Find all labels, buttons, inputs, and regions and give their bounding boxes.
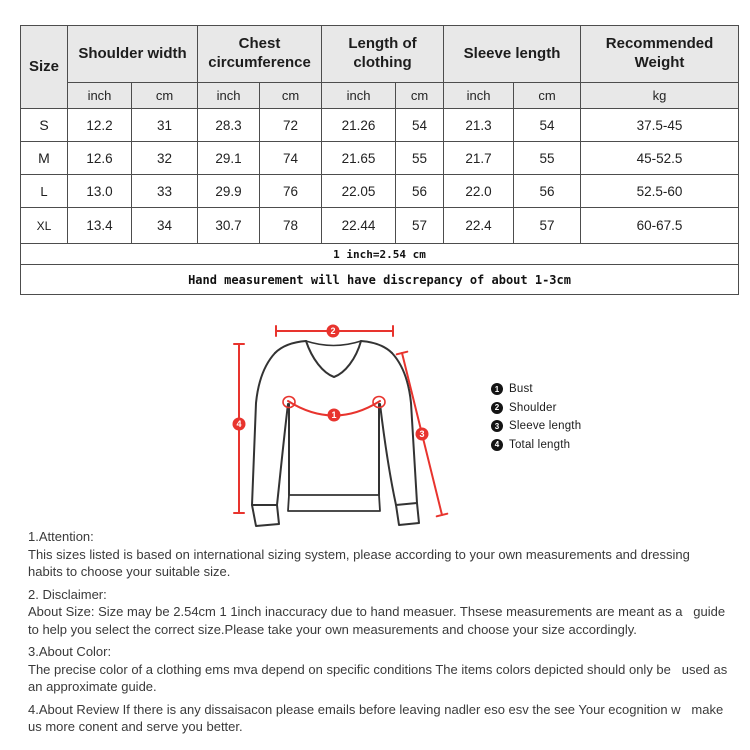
- cell-value: 56: [396, 175, 444, 208]
- marker-shoulder: 2: [330, 326, 336, 337]
- legend-bullet-1: 1: [491, 383, 503, 395]
- size-label: XL: [21, 208, 68, 244]
- size-label: L: [21, 175, 68, 208]
- marker-sleeve: 3: [419, 429, 425, 440]
- legend-item-sleeve-length: [491, 417, 611, 436]
- legend-label: Bust: [509, 383, 533, 396]
- notes-section: [28, 528, 730, 741]
- cell-value: 29.1: [198, 142, 260, 175]
- unit-sleeve-inch: inch: [444, 83, 514, 109]
- cell-value: 76: [260, 175, 322, 208]
- header-length-of-clothing: Length of clothing: [322, 26, 444, 83]
- measurement-legend: [491, 380, 611, 454]
- cell-value: 45-52.5: [581, 142, 739, 175]
- table-unit-row: [21, 83, 739, 109]
- cell-value: 12.2: [68, 109, 132, 142]
- cell-value: 29.9: [198, 175, 260, 208]
- cell-value: 33: [132, 175, 198, 208]
- unit-chest-cm: cm: [260, 83, 322, 109]
- legend-bullet-3: 3: [491, 420, 503, 432]
- legend-item-bust: [491, 380, 611, 399]
- cell-value: 21.3: [444, 109, 514, 142]
- cell-value: 60-67.5: [581, 208, 739, 244]
- marker-total-length: 4: [236, 419, 242, 430]
- size-table: [20, 25, 739, 295]
- legend-bullet-4: 4: [491, 439, 503, 451]
- cell-value: 22.05: [322, 175, 396, 208]
- cell-value: 21.7: [444, 142, 514, 175]
- note-about-review: [28, 701, 730, 736]
- size-label: S: [21, 109, 68, 142]
- cell-value: 22.4: [444, 208, 514, 244]
- note-title: 1.Attention:: [28, 529, 94, 544]
- cell-value: 78: [260, 208, 322, 244]
- cell-value: 52.5-60: [581, 175, 739, 208]
- note-title: 2. Disclaimer:: [28, 586, 107, 602]
- note-body: 4.About Review If there is any dissaisacon please emails before leaving nadler eso esv the see Your ecognition w make us more conent and serve you better.: [28, 701, 727, 734]
- table-row-s: [21, 109, 739, 142]
- cell-value: 12.6: [68, 142, 132, 175]
- cell-value: 32: [132, 142, 198, 175]
- cell-value: 54: [514, 109, 581, 142]
- unit-sleeve-cm: cm: [514, 83, 581, 109]
- legend-item-total-length: [491, 436, 611, 455]
- note-body: This sizes listed is based on international sizing system, please according to your own measurements and dressing habits to choose your suitable size.: [28, 546, 701, 579]
- cell-value: 55: [514, 142, 581, 175]
- cell-value: 72: [260, 109, 322, 142]
- note-disclaimer: [28, 586, 730, 639]
- note-attention: [28, 528, 730, 581]
- table-header-row: [21, 26, 739, 83]
- note-body: The precise color of a clothing ems mva depend on specific conditions The items colors depicted should only be used as an approximate guide.: [28, 661, 731, 694]
- table-row-l: [21, 175, 739, 208]
- table-row-xl: [21, 208, 739, 244]
- header-size: Size: [21, 26, 68, 109]
- cell-value: 74: [260, 142, 322, 175]
- table-footnote-conversion-row: [21, 244, 739, 265]
- marker-bust: 1: [331, 410, 337, 421]
- table-footnote-discrepancy-row: [21, 265, 739, 295]
- unit-shoulder-cm: cm: [132, 83, 198, 109]
- legend-label: Sleeve length: [509, 420, 582, 433]
- cell-value: 22.0: [444, 175, 514, 208]
- cell-value: 21.65: [322, 142, 396, 175]
- unit-length-inch: inch: [322, 83, 396, 109]
- size-label: M: [21, 142, 68, 175]
- legend-item-shoulder: [491, 399, 611, 418]
- cell-value: 22.44: [322, 208, 396, 244]
- header-chest-circumference: Chest circumference: [198, 26, 322, 83]
- cell-value: 57: [396, 208, 444, 244]
- legend-label: Total length: [509, 438, 571, 451]
- legend-label: Shoulder: [509, 401, 557, 414]
- unit-chest-inch: inch: [198, 83, 260, 109]
- cell-value: 34: [132, 208, 198, 244]
- cell-value: 21.26: [322, 109, 396, 142]
- note-title: 3.About Color:: [28, 644, 112, 659]
- unit-weight-kg: kg: [581, 83, 739, 109]
- note-body: About Size: Size may be 2.54cm 1 1inch inaccuracy due to hand measuer. Thsese measurements are meant as a guide to help you select the correct size.Please take your own measurements and choose your size accordingly.: [28, 604, 729, 637]
- cell-value: 54: [396, 109, 444, 142]
- sweater-outline: [252, 341, 419, 526]
- cell-value: 13.4: [68, 208, 132, 244]
- cell-value: 31: [132, 109, 198, 142]
- header-sleeve-length: Sleeve length: [444, 26, 581, 83]
- cell-value: 57: [514, 208, 581, 244]
- unit-length-cm: cm: [396, 83, 444, 109]
- table-row-m: [21, 142, 739, 175]
- cell-value: 13.0: [68, 175, 132, 208]
- measurement-markers: [233, 325, 429, 441]
- cell-value: 56: [514, 175, 581, 208]
- footnote-conversion: 1 inch=2.54 cm: [21, 244, 739, 265]
- unit-shoulder-inch: inch: [68, 83, 132, 109]
- cell-value: 30.7: [198, 208, 260, 244]
- footnote-discrepancy: Hand measurement will have discrepancy of about 1-3cm: [21, 265, 739, 295]
- cell-value: 28.3: [198, 109, 260, 142]
- cell-value: 55: [396, 142, 444, 175]
- legend-bullet-2: 2: [491, 402, 503, 414]
- header-shoulder-width: Shoulder width: [68, 26, 198, 83]
- header-recommended-weight: Recommended Weight: [581, 26, 739, 83]
- cell-value: 37.5-45: [581, 109, 739, 142]
- note-about-color: [28, 643, 730, 696]
